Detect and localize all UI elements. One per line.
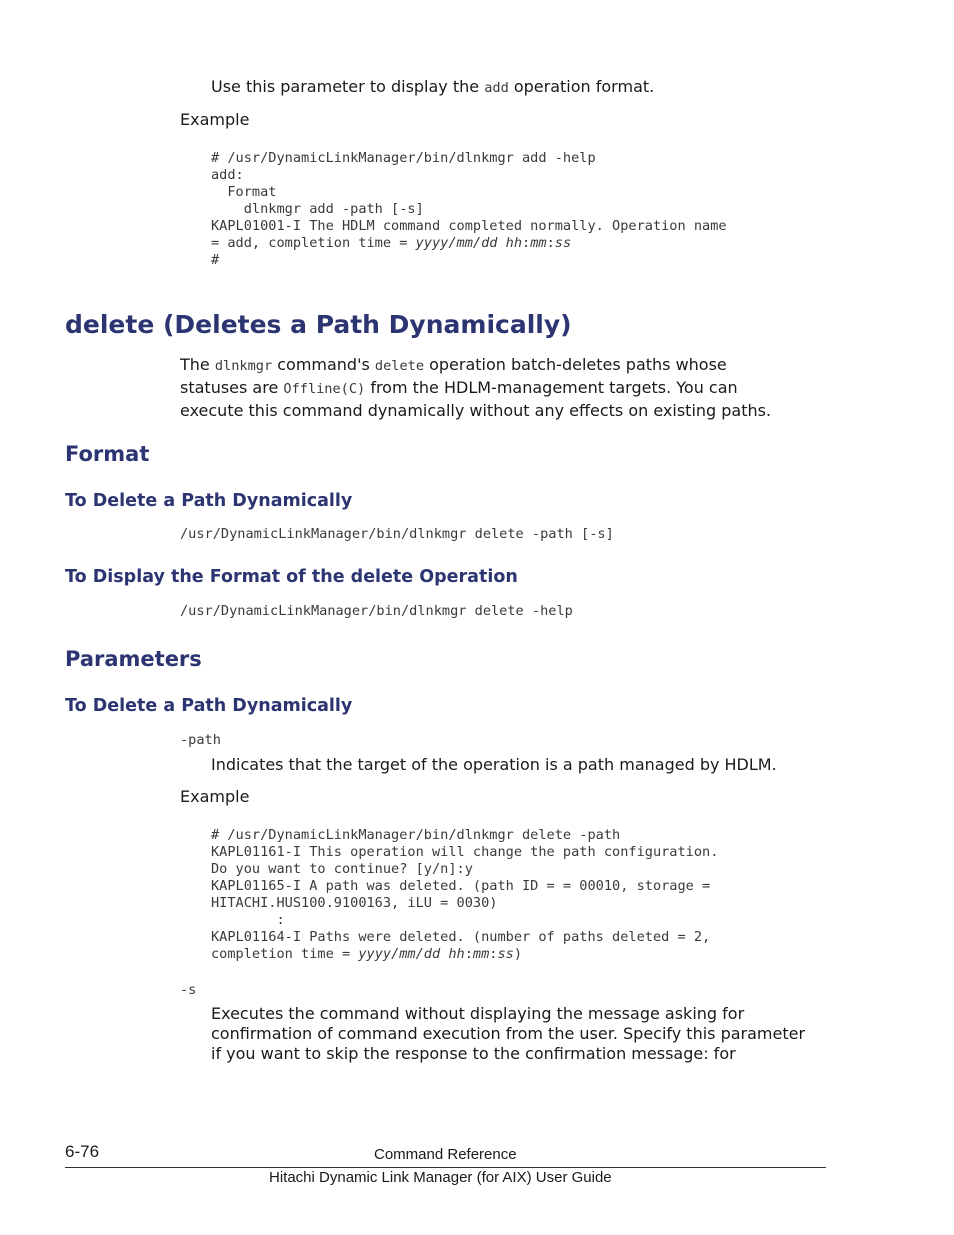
desc-text: from the HDLM-management targets. You can [365, 378, 738, 397]
param-s: -s [180, 982, 197, 998]
code-line: Format [211, 184, 277, 200]
code-line: ) [513, 946, 523, 962]
code-line: KAPL01164-I Paths were deleted. (number of paths deleted = 2, [211, 929, 711, 945]
code-italic: hh [505, 235, 523, 251]
code-line: KAPL01001-I The HDLM command completed normally. Operation name [211, 218, 727, 234]
code-line: add: [211, 167, 244, 183]
code-line: KAPL01165-I A path was deleted. (path ID = = 00010, storage = [211, 878, 711, 894]
code-line: completion time = [211, 946, 359, 962]
desc-text: execute this command dynamically without any effects on existing paths. [180, 401, 772, 420]
param-path: -path [180, 732, 221, 748]
page-number: 6-76 [65, 1142, 100, 1161]
heading-format: Format [65, 442, 150, 466]
intro-text [211, 76, 654, 99]
desc-line: Executes the command without displaying the message asking for [211, 1004, 745, 1023]
code-sep: : [522, 235, 531, 251]
footer-chapter: Command Reference [374, 1146, 517, 1163]
intro-text-post: operation format. [508, 77, 655, 96]
code-italic: ss [497, 946, 514, 962]
code-sep: : [489, 946, 498, 962]
footer-divider [65, 1167, 826, 1168]
example-label: Example [180, 110, 250, 129]
code-line: Do you want to continue? [y/n]:y [211, 861, 473, 877]
desc-text: statuses are [180, 378, 284, 397]
desc-line: confirmation of command execution from the user. Specify this parameter [211, 1024, 806, 1043]
code-line: dlnkmgr add -path [-s] [211, 201, 424, 217]
delete-description [180, 354, 830, 421]
code-line: # /usr/DynamicLinkManager/bin/dlnkmgr add -help [211, 150, 596, 166]
desc-text: The [180, 355, 215, 374]
code-italic: mm [530, 235, 547, 251]
subheading-display-format: To Display the Format of the delete Operation [65, 567, 518, 587]
code-line: # /usr/DynamicLinkManager/bin/dlnkmgr delete -path [211, 827, 621, 843]
code-block-add-help [211, 150, 727, 269]
code-italic: yyyy/mm/dd [358, 946, 441, 962]
footer-guide-title: Hitachi Dynamic Link Manager (for AIX) User Guide [269, 1169, 612, 1186]
code-italic: hh [448, 946, 465, 962]
desc-line: if you want to skip the response to the confirmation message: for [211, 1044, 736, 1063]
param-path-desc: Indicates that the target of the operation is a path managed by HDLM. [211, 755, 777, 774]
code-line: : [211, 912, 285, 928]
code-sep: : [464, 946, 473, 962]
code-line: # [211, 252, 220, 268]
inline-code-offline: Offline(C) [283, 381, 366, 397]
code-italic: mm [472, 946, 490, 962]
code-line: KAPL01161-I This operation will change the path configuration. [211, 844, 719, 860]
code-italic: ss [554, 235, 572, 251]
inline-code-dlnkmgr: dlnkmgr [214, 358, 273, 374]
code-sep: : [546, 235, 555, 251]
param-s-desc [211, 1004, 805, 1064]
subheading-params-delete-path: To Delete a Path Dynamically [65, 696, 353, 716]
inline-code-add: add [484, 80, 509, 96]
code-block-delete-path [211, 827, 718, 963]
code-line: = add, completion time = [211, 235, 416, 251]
inline-code-delete: delete [374, 358, 425, 374]
desc-text: operation batch-deletes paths whose [424, 355, 727, 374]
code-line: HITACHI.HUS100.9100163, iLU = 0030) [211, 895, 498, 911]
subheading-delete-path: To Delete a Path Dynamically [65, 491, 353, 511]
desc-text: command's [272, 355, 375, 374]
section-title-delete: delete (Deletes a Path Dynamically) [65, 310, 572, 339]
intro-text-pre: Use this parameter to display the [211, 77, 485, 96]
heading-parameters: Parameters [65, 647, 202, 671]
code-italic: yyyy/mm/dd [415, 235, 498, 251]
format-command-help: /usr/DynamicLinkManager/bin/dlnkmgr delete -help [180, 603, 573, 619]
format-command-delete: /usr/DynamicLinkManager/bin/dlnkmgr delete -path [-s] [180, 526, 614, 542]
example-label: Example [180, 787, 250, 806]
